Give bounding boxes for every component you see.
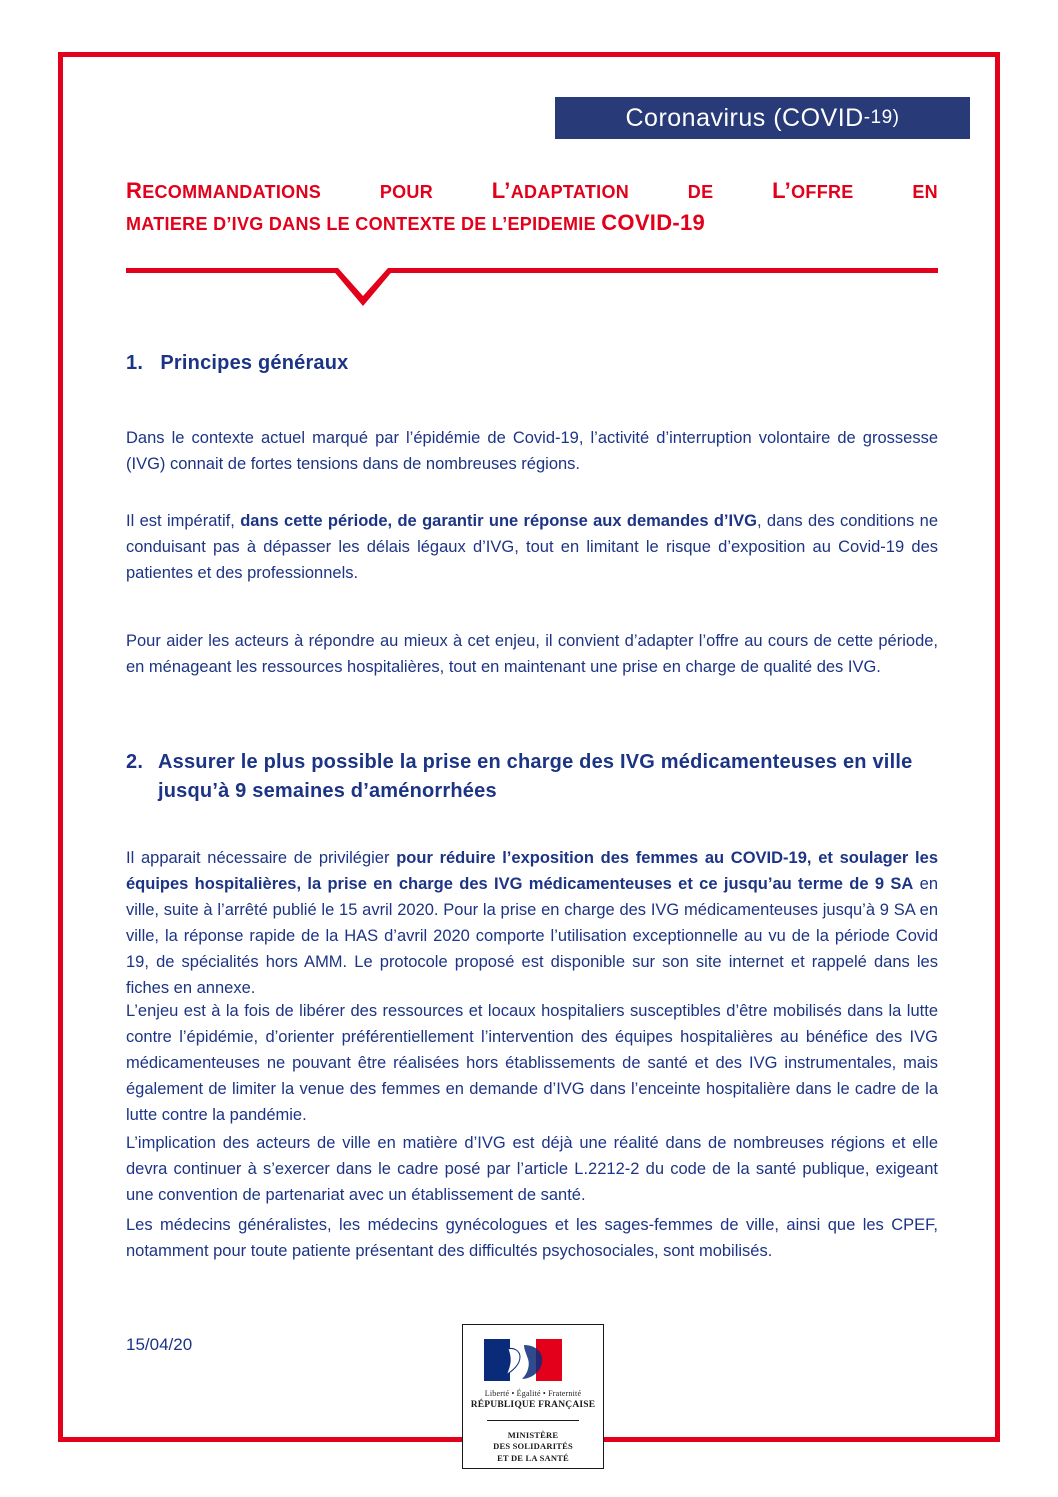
document-title-covid: COVID-19 xyxy=(601,209,706,235)
section-2-number: 2. xyxy=(126,751,144,773)
document-title-line2 xyxy=(126,207,938,239)
logo-separator xyxy=(487,1420,579,1421)
title-word-loffre: L’OFFRE xyxy=(772,178,854,203)
ministry-logo xyxy=(462,1324,604,1469)
section-heading-2 xyxy=(126,748,938,806)
document-title-line2-text: MATIERE D’IVG DANS LE CONTEXTE DE L’EPIDEMIE xyxy=(126,213,602,234)
paragraph-7: Les médecins généralistes, les médecins gynécologues et les sages-femmes de ville, ainsi que les CPEF, notamment pour toute patiente présentant des difficultés psychosociales, sont mobilisés. xyxy=(126,1216,938,1261)
title-divider xyxy=(126,268,938,313)
section-1-number: 1. xyxy=(126,352,144,374)
logo-ministry-line1: MINISTÈRE xyxy=(507,1430,559,1440)
divider-line xyxy=(126,268,938,273)
logo-ministry-line2: DES SOLIDARITÉS xyxy=(493,1441,573,1452)
section-heading-1 xyxy=(126,352,349,375)
marianne-emblem-icon xyxy=(478,1335,588,1387)
paragraph-3: Pour aider les acteurs à répondre au mieux à cet enjeu, il convient d’adapter l’offre au cours de cette période, en ménageant les ressources hospitalières, tout en maintenant une prise en charge de qualité des IVG. xyxy=(126,632,938,677)
logo-republic-label: RÉPUBLIQUE FRANÇAISE xyxy=(470,1400,596,1410)
title-word-en: EN xyxy=(912,182,938,202)
title-word-recommandations-rest: ECOMMANDATIONS xyxy=(142,182,322,202)
logo-ministry-line3: ET DE LA SANTÉ xyxy=(497,1452,569,1463)
section-1-label: Principes généraux xyxy=(160,352,349,374)
paragraph-5: L’enjeu est à la fois de libérer des ressources et locaux hospitaliers susceptibles d’être mobilisés dans la lutte contre l’épidémie, d’orienter préférentiellement l’intervention des équipes hospitalières au bénéfice des IVG médicamenteuses ne pouvant être réalisées hors établissements de santé et des IVG instrumentales, mais également de limiter la venue des femmes en demande d’IVG dans l’enceinte hospitalière dans le cadre de la lutte contre la pandémie. xyxy=(126,1002,938,1125)
document-date: 15/04/20 xyxy=(126,1335,193,1354)
paragraph-4-post: en ville, suite à l’arrêté publié le 15 avril 2020. Pour la prise en charge des IVG médicamenteuses jusqu’à 9 SA en ville, la réponse rapide de la HAS d’avril 2020 comporte l’utilisation exceptionnelle au vu de la période Covid 19, de spécialités hors AMM. Le protocole proposé est disponible sur son site internet et rappelé dans les fiches en annexe. xyxy=(126,875,938,998)
title-word-recommandations: RECOMMANDATIONS xyxy=(126,178,322,203)
document-title-line1 xyxy=(126,175,938,207)
paragraph-2-bold: dans cette période, de garantir une réponse aux demandes d’IVG xyxy=(240,512,757,530)
paragraph-4-pre: Il apparait nécessaire de privilégier xyxy=(126,849,397,867)
banner-title: Coronavirus (COVID xyxy=(625,103,864,132)
coronavirus-banner xyxy=(555,97,970,139)
paragraph-2-post: , dans des conditions ne conduisant pas à dépasser les délais légaux d’IVG, tout en limitant le risque d’exposition au Covid-19 des patientes et des professionnels. xyxy=(126,512,938,583)
section-2-label: Assurer le plus possible la prise en charge des IVG médicamenteuses en ville jusqu’à 9 semaines d’aménorrhées xyxy=(158,751,913,802)
document-title xyxy=(126,175,938,239)
paragraph-2 xyxy=(126,508,938,586)
banner-suffix: -19) xyxy=(863,107,900,128)
arrow-inner-shape xyxy=(338,268,388,296)
logo-ministry-label xyxy=(493,1430,573,1464)
paragraph-2-pre: Il est impératif, xyxy=(126,512,241,530)
paragraph-4 xyxy=(126,845,938,1001)
paragraph-1: Dans le contexte actuel marqué par l’épidémie de Covid-19, l’activité d’interruption volontaire de grossesse (IVG) connait de fortes tensions dans de nombreuses régions. xyxy=(126,429,938,474)
title-word-de: DE xyxy=(687,182,714,202)
title-word-pour: POUR xyxy=(379,182,434,202)
title-word-ladaptation: L’ADAPTATION xyxy=(491,178,630,203)
logo-motto: Liberté • Égalité • Fraternité xyxy=(484,1389,582,1398)
paragraph-4-bold: pour réduire l’exposition des femmes au COVID-19, et soulager les équipes hospitalières, la prise en charge des IVG médicamenteuses et ce jusqu’au terme de 9 SA xyxy=(126,849,938,894)
marianne-svg xyxy=(478,1335,588,1387)
paragraph-6: L’implication des acteurs de ville en matière d’IVG est déjà une réalité dans de nombreuses régions et elle devra continuer à s’exercer dans le cadre posé par l’article L.2212-2 du code de la santé publique, exigeant une convention de partenariat avec un établissement de santé. xyxy=(126,1134,938,1205)
